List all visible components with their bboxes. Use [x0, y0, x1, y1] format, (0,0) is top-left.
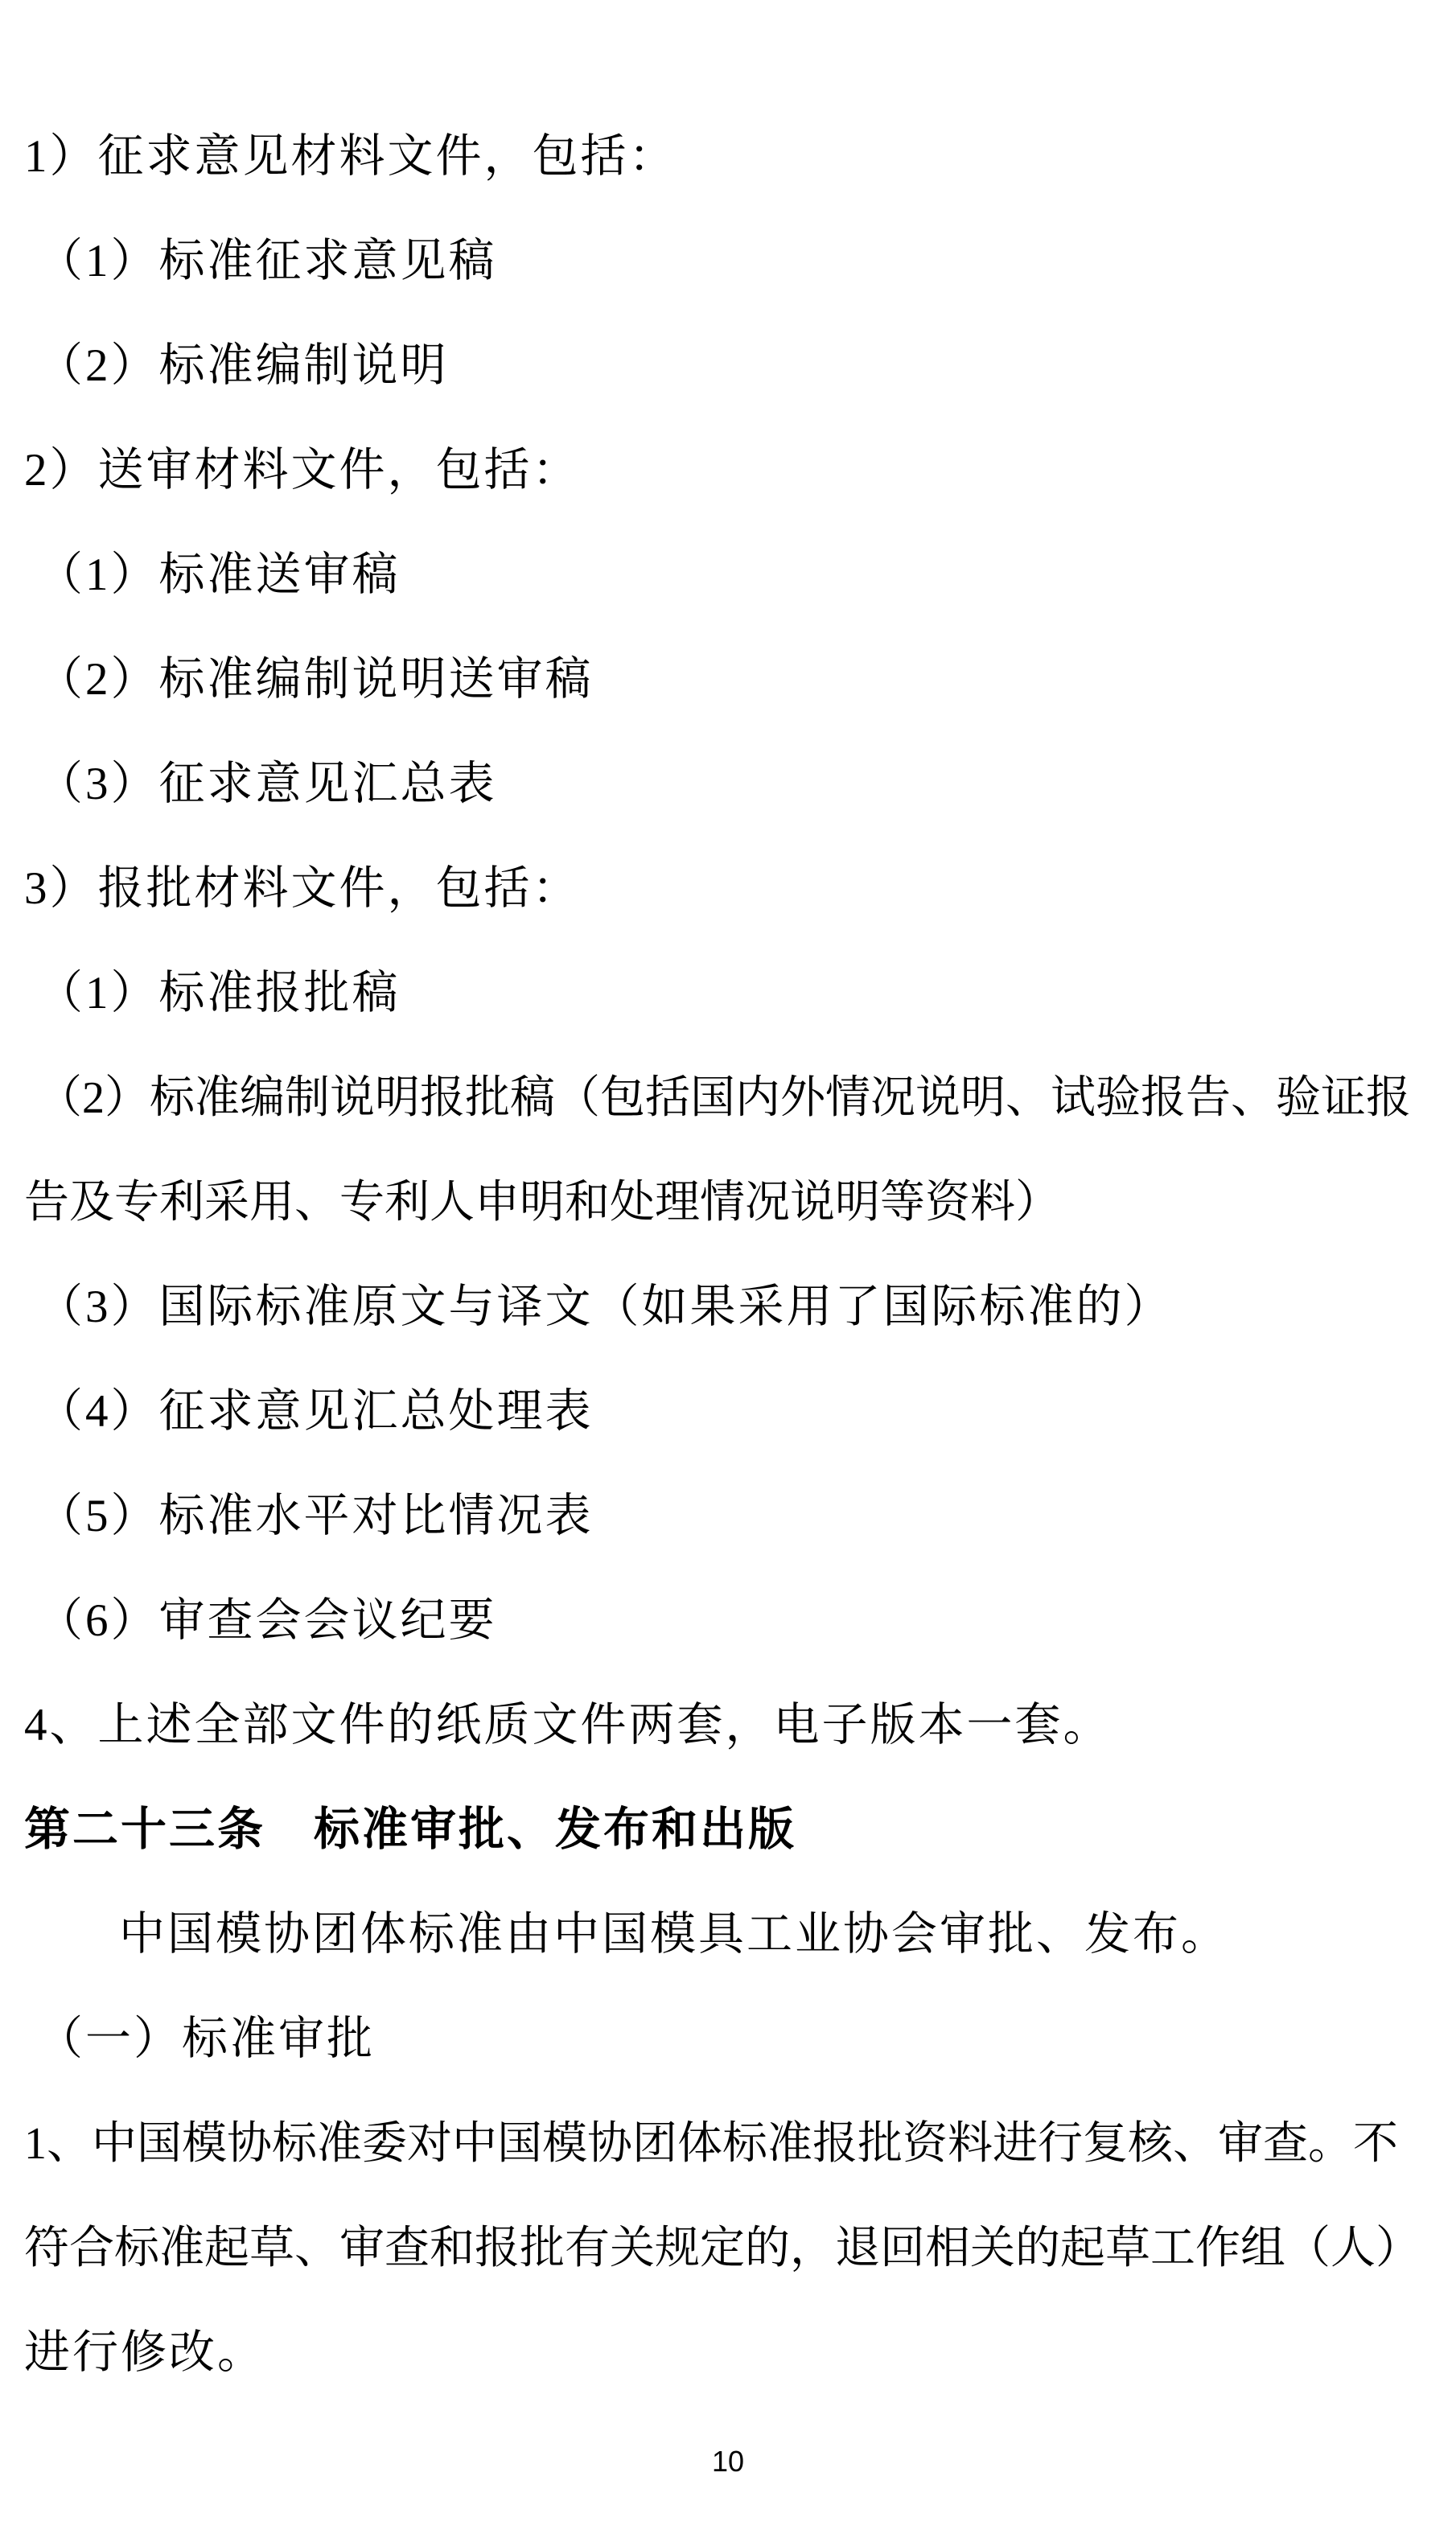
paragraph-line: 进行修改。 [24, 2327, 265, 2378]
paragraph-line: （一）标准审批 [37, 2014, 375, 2064]
list-line: 1）征求意见材料文件，包括： [24, 131, 677, 182]
list-line: （1）标准送审稿 [37, 549, 401, 600]
list-line: （1）标准报批稿 [37, 968, 401, 1018]
document-body [0, 105, 1456, 2405]
list-line: （3）国际标准原文与译文（如果采用了国际标准的） [37, 1282, 1173, 1332]
list-line: （1）标准征求意见稿 [37, 236, 497, 286]
list-line: （2）标准编制说明报批稿（包括国内外情况说明、试验报告、验证报 [37, 1073, 1411, 1123]
article-heading: 第二十三条 标准审批、发布和出版 [24, 1804, 796, 1855]
paragraph-line: 4、上述全部文件的纸质文件两套，电子版本一套。 [24, 1700, 1112, 1751]
list-line: （2）标准编制说明 [37, 340, 449, 391]
list-line: 2）送审材料文件，包括： [24, 445, 581, 496]
paragraph-line: 1、中国模协标准委对中国模协团体标准报批资料进行复核、审查。不 [24, 2119, 1398, 2169]
paragraph-line: 中国模协团体标准由中国模具工业协会审批、发布。 [119, 1909, 1229, 1960]
list-line: （6）审查会会议纪要 [37, 1595, 497, 1646]
list-line: （2）标准编制说明送审稿 [37, 654, 594, 705]
list-line: （4）征求意见汇总处理表 [37, 1386, 594, 1437]
list-line: （5）标准水平对比情况表 [37, 1491, 594, 1541]
paragraph-line: 符合标准起草、审查和报批有关规定的，退回相关的起草工作组（人） [24, 2224, 1421, 2273]
paragraph-line: 告及专利采用、专利人申明和处理情况说明等资料） [24, 1178, 1060, 1228]
list-line: （3）征求意见汇总表 [37, 759, 497, 809]
list-line: 3）报批材料文件，包括： [24, 863, 581, 914]
page-number: 10 [711, 2445, 745, 2478]
